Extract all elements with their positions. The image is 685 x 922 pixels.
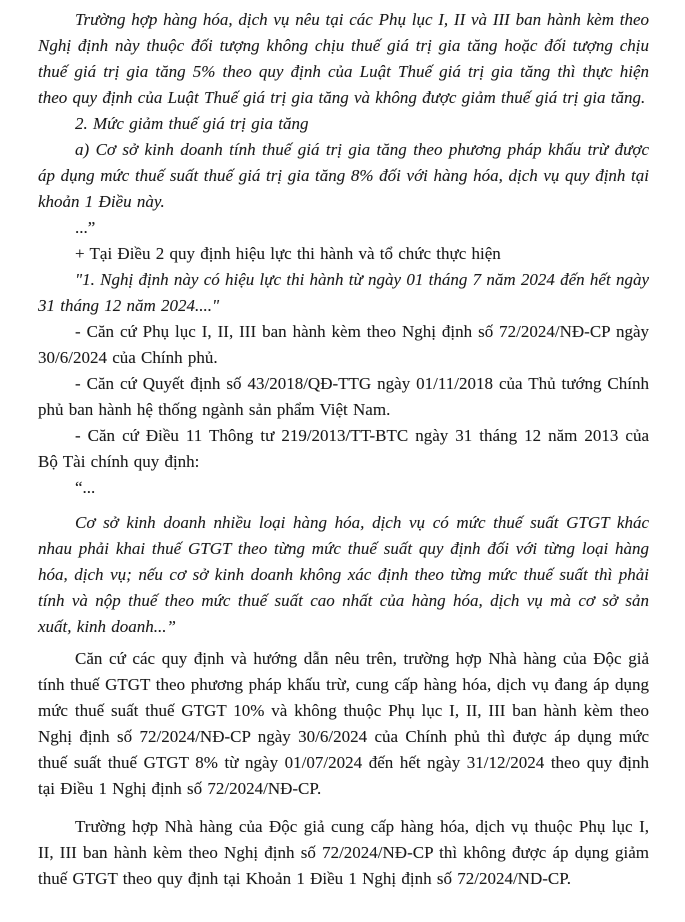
paragraph-quoted-multi-rate-rule: Cơ sở kinh doanh nhiều loại hàng hóa, dịch vụ có mức thuế suất GTGT khác nhau phải khai thuế GTGT theo từng mức thuế suất quy định đối với từng loại hàng hóa, dịch vụ; nếu cơ sở kinh doanh không xác định theo từng mức thuế suất thì phải tính và nộp thuế theo mức thuế suất cao nhất của hàng hóa, dịch vụ mà cơ sở sản xuất, kinh doanh...” [38,513,649,636]
paragraph-quote-open-ellipsis: “... [75,478,96,497]
paragraph-quoted-clause-2-heading: 2. Mức giảm thuế giá trị gia tăng [75,114,309,133]
paragraph-article-2-note: + Tại Điều 2 quy định hiệu lực thi hành và tổ chức thực hiện [75,244,501,263]
paragraph-quote-close-ellipsis: ...” [75,218,96,237]
paragraph-quoted-effective-date: "1. Nghị định này có hiệu lực thi hành từ ngày 01 tháng 7 năm 2024 đến hết ngày 31 tháng 12 năm 2024...." [38,270,649,315]
paragraph-basis-quyet-dinh-43: - Căn cứ Quyết định số 43/2018/QĐ-TTG ngày 01/11/2018 của Thủ tướng Chính phủ ban hành hệ thống ngành sản phẩm Việt Nam. [38,374,649,419]
paragraph-conclusion-eligible-8-percent: Căn cứ các quy định và hướng dẫn nêu trên, trường hợp Nhà hàng của Độc giả tính thuế GTGT theo phương pháp khấu trừ, cung cấp hàng hóa, dịch vụ đang áp dụng mức thuế suất thuế GTGT 10% và không thuộc Phụ lục I, II, III ban hành kèm theo Nghị định số 72/2024/NĐ-CP ngày 30/6/2024 của Chính phủ thì được áp dụng mức thuế suất thuế GTGT 8% từ ngày 01/07/2024 đến hết ngày 31/12/2024 theo quy định tại Điều 1 Nghị định số 72/2024/NĐ-CP. [38,649,649,798]
paragraph-conclusion-not-eligible: Trường hợp Nhà hàng của Độc giả cung cấp hàng hóa, dịch vụ thuộc Phụ lục I, II, III ban hành kèm theo Nghị định số 72/2024/NĐ-CP thì không được áp dụng giảm thuế GTGT theo quy định tại Khoản 1 Điều 1 Nghị định số 72/2024/ND-CP. [38,817,649,888]
paragraph-basis-dieu-11-thong-tu: - Căn cứ Điều 11 Thông tư 219/2013/TT-BTC ngày 31 tháng 12 năm 2013 của Bộ Tài chính quy định: [38,426,649,471]
paragraph-quoted-vat-exclusion-clause: Trường hợp hàng hóa, dịch vụ nêu tại các Phụ lục I, II và III ban hành kèm theo Nghị định này thuộc đối tượng không chịu thuế giá trị gia tăng hoặc đối tượng chịu thuế giá trị gia tăng 5% theo quy định của Luật Thuế giá trị gia tăng thì thực hiện theo quy định của Luật Thuế giá trị gia tăng và không được giảm thuế giá trị gia tăng. [38,10,649,107]
paragraph-basis-phu-luc: - Căn cứ Phụ lục I, II, III ban hành kèm theo Nghị định số 72/2024/NĐ-CP ngày 30/6/2024 của Chính phủ. [38,322,649,367]
paragraph-quoted-clause-2a: a) Cơ sở kinh doanh tính thuế giá trị gia tăng theo phương pháp khấu trừ được áp dụng mức thuế suất thuế giá trị gia tăng 8% đối với hàng hóa, dịch vụ quy định tại khoản 1 Điều này. [38,140,649,211]
